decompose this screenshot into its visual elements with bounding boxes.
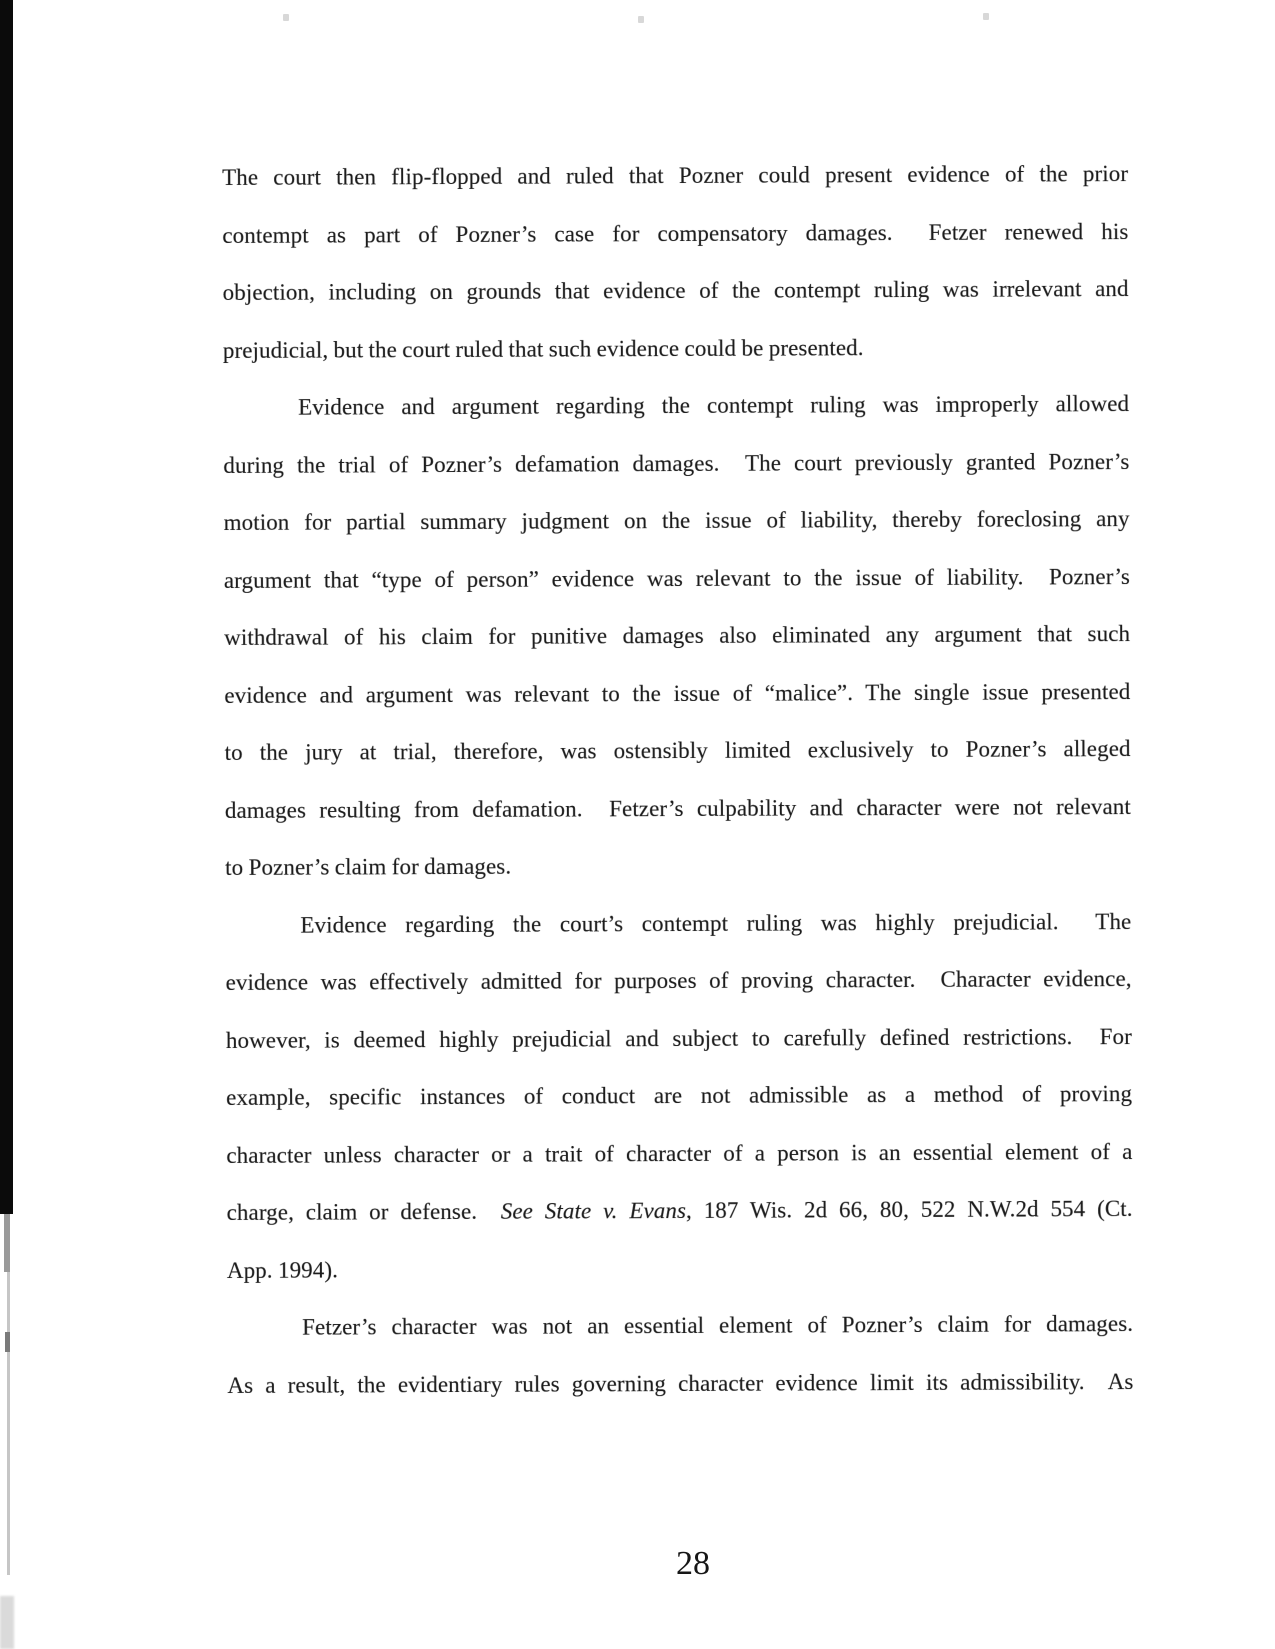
body-line: Fetzer’s character was not an essential element of Pozner’s claim for damages. [302, 1311, 1134, 1340]
body-line: to Pozner’s claim for damages. [225, 853, 512, 880]
body-line: example, specific instances of conduct are not admissible as a method of proving [226, 1081, 1133, 1110]
body-line: contempt as part of Pozner’s case for compensatory damages. Fetzer renewed his [222, 218, 1129, 248]
page-number: 28 [676, 1545, 710, 1582]
body-line: Evidence and argument regarding the contempt ruling was improperly allowed [298, 391, 1130, 420]
scan-speck [283, 14, 289, 21]
body-line: however, is deemed highly prejudicial and subject to carefully defined restrictions. For [225, 1023, 1132, 1053]
body-line: objection, including on grounds that evidence of the contempt ruling was irrelevant and [222, 276, 1129, 305]
body-line: character unless character or a trait of character of a person is an essential element of a [226, 1138, 1133, 1168]
scan-edge-artifact-segment [4, 1214, 10, 1272]
body-line: As a result, the evidentiary rules governing character evidence limit its admissibility. As [227, 1368, 1134, 1398]
body-line: Evidence regarding the court’s contempt ruling was highly prejudicial. The [300, 908, 1132, 938]
body-line: App. 1994). [226, 1257, 339, 1283]
body-line: damages resulting from defamation. Fetzer’s culpability and character were not relevant [224, 793, 1131, 823]
body-line: evidence was effectively admitted for purposes of proving character. Character evidence, [225, 966, 1132, 995]
body-line: prejudicial, but the court ruled that such evidence could be presented. [222, 334, 864, 363]
body-line: to the jury at trial, therefore, was ostensibly limited exclusively to Pozner’s alleged [224, 736, 1131, 765]
body-line: during the trial of Pozner’s defamation damages. The court previously granted Pozner’s [223, 448, 1130, 478]
citation-pre-text: charge, claim or defense. [226, 1198, 501, 1225]
scan-edge-artifact-line [7, 1272, 10, 1575]
case-citation-italic: See State v. Evans [500, 1197, 687, 1224]
citation-post-text: , 187 Wis. 2d 66, 80, 522 N.W.2d 554 (Ct. [686, 1196, 1133, 1223]
body-line: evidence and argument was relevant to the issue of “malice”. The single issue presented [224, 678, 1131, 708]
body-line: motion for partial summary judgment on the issue of liability, thereby foreclosing any [223, 506, 1130, 535]
scan-edge-artifact-tick [5, 1332, 10, 1352]
body-line: argument that “type of person” evidence was relevant to the issue of liability. Pozner’s [223, 563, 1130, 593]
scan-edge-artifact-bar [0, 0, 13, 1214]
scan-edge-artifact-smudge [0, 1596, 14, 1649]
body-text [222, 145, 1134, 1414]
body-line: withdrawal of his claim for punitive damages also eliminated any argument that such [224, 621, 1131, 650]
scan-speck [983, 13, 989, 20]
body-line: The court then flip-flopped and ruled that Pozner could present evidence of the prior [222, 161, 1129, 190]
body-line-citation [227, 1180, 1133, 1241]
scan-speck [638, 16, 644, 23]
